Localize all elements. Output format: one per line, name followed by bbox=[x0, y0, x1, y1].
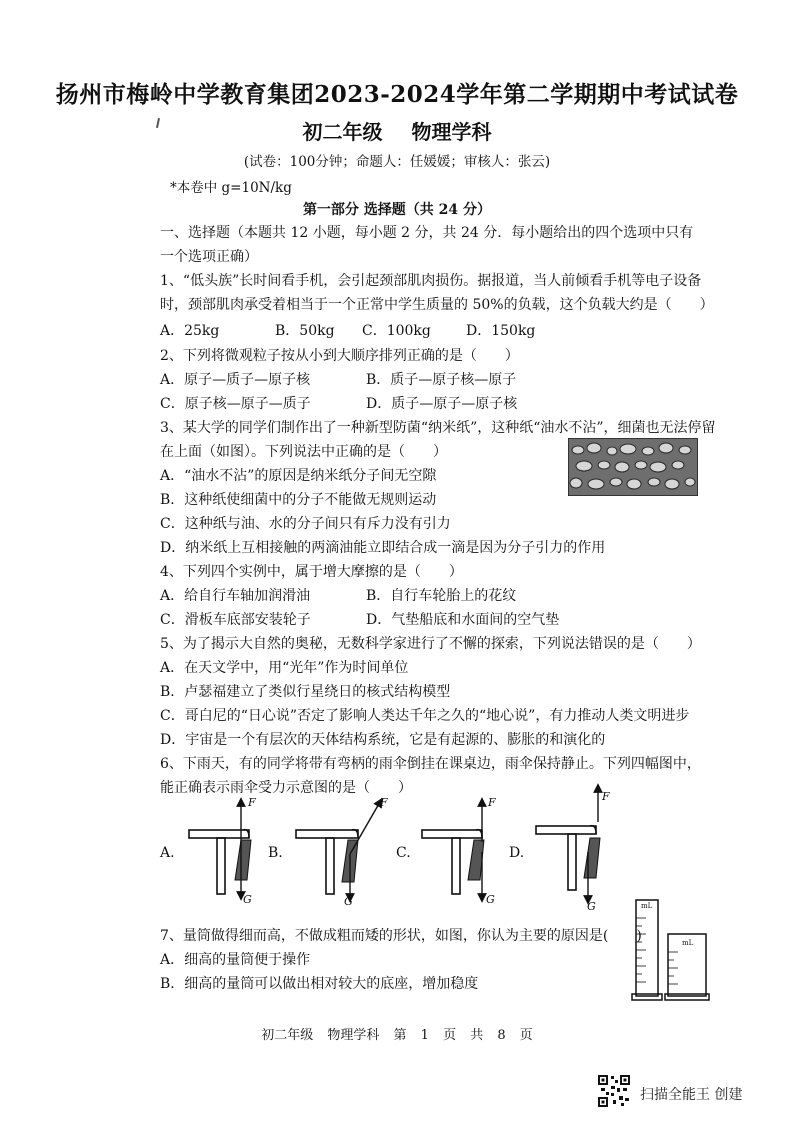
q2-option-a: A．原子—质子—原子核 bbox=[160, 372, 311, 388]
q7-stem: 7、量筒做得细而高，不做成粗而矮的形状，如图，你认为主要的原因是( ) bbox=[160, 928, 642, 944]
q1-option-c: C．100kg bbox=[362, 323, 431, 339]
short-cylinder-unit: mL bbox=[682, 939, 694, 947]
q6-figure-a-g: G bbox=[243, 893, 252, 906]
tall-cylinder-unit: mL bbox=[641, 902, 653, 910]
gravity-note: *本卷中 g=10N/kg bbox=[170, 180, 292, 196]
q6-figure-a-f: F bbox=[248, 796, 256, 809]
q6-stem-2: 能正确表示雨伞受力示意图的是（ ） bbox=[160, 780, 412, 796]
q4-option-b: B．自行车轮胎上的花纹 bbox=[366, 588, 517, 604]
q2-stem: 2、下列将微观粒子按从小到大顺序排列正确的是（ ） bbox=[160, 348, 519, 364]
q6-figure-d-label: D. bbox=[509, 845, 525, 861]
q6-figure-b-g: G bbox=[344, 895, 353, 908]
q3-stem-2: 在上面（如图）。下列说法中正确的是（ ） bbox=[160, 444, 447, 460]
q6-figure-c-f: F bbox=[488, 796, 496, 809]
q1-option-b: B．50kg bbox=[275, 323, 335, 339]
scanner-watermark: 扫描全能王 创建 bbox=[640, 1087, 743, 1103]
qr-code-icon bbox=[597, 1074, 631, 1108]
section-intro-2: 一个选项正确） bbox=[160, 249, 258, 265]
q6-figure-a-label: A. bbox=[160, 845, 175, 861]
q5-stem: 5、为了揭示大自然的奥秘，无数科学家进行了不懈的探索，下列说法错误的是（ ） bbox=[160, 636, 701, 652]
nano-paper-photo bbox=[568, 438, 698, 496]
q3-option-d: D．纳米纸上互相接触的两滴油能立即结合成一滴是因为分子引力的作用 bbox=[160, 540, 606, 556]
q6-figure-a bbox=[185, 790, 270, 915]
q6-figure-d-f: F bbox=[602, 790, 610, 803]
q6-figure-b bbox=[292, 790, 387, 915]
q7-option-a: A．细高的量筒便于操作 bbox=[160, 952, 311, 968]
q3-stem-1: 3、某大学的同学们制作出了一种新型防菌“纳米纸”，这种纸“油水不沾”，细菌也无法停留 bbox=[160, 420, 716, 436]
q6-figure-c-g: G bbox=[486, 893, 495, 906]
q1-option-a: A．25kg bbox=[160, 323, 220, 339]
q2-option-d: D．质子—原子—原子核 bbox=[366, 396, 518, 412]
q4-stem: 4、下列四个实例中，属于增大摩擦的是（ ） bbox=[160, 564, 463, 580]
exam-title: 扬州市梅岭中学教育集团2023-2024学年第二学期期中考试试卷 bbox=[55, 81, 739, 108]
q4-option-a: A．给自行车轴加润滑油 bbox=[160, 588, 311, 604]
q4-option-d: D．气垫船底和水面间的空气垫 bbox=[366, 612, 560, 628]
q1-option-d: D．150kg bbox=[466, 323, 536, 339]
q6-figure-d-g: G bbox=[587, 900, 596, 913]
page-footer: 初二年级 物理学科 第 1 页 共 8 页 bbox=[261, 1028, 533, 1043]
exam-info: (试卷：100分钟；命题人：任媛媛；审核人：张云) bbox=[243, 154, 551, 170]
graduated-cylinders-figure bbox=[630, 896, 710, 1004]
q4-option-c: C．滑板车底部安装轮子 bbox=[160, 612, 311, 628]
q6-figure-b-f: F bbox=[380, 796, 388, 809]
q5-option-d: D．宇宙是一个有层次的天体结构系统，它是有起源的、膨胀的和演化的 bbox=[160, 732, 606, 748]
q6-stem-1: 6、下雨天，有的同学将带有弯柄的雨伞倒挂在课桌边，雨伞保持静止。下列四幅图中， bbox=[160, 756, 701, 772]
q7-option-b: B．细高的量筒可以做出相对较大的底座，增加稳度 bbox=[160, 976, 479, 992]
exam-subtitle: 初二年级 物理学科 bbox=[302, 120, 492, 144]
q1-stem-2: 时，颈部肌肉承受着相当于一个正常中学生质量的 50%的负载，这个负载大约是（ ） bbox=[160, 297, 714, 313]
q5-option-b: B．卢瑟福建立了类似行星绕日的核式结构模型 bbox=[160, 684, 451, 700]
q3-option-a: A．“油水不沾”的原因是纳米纸分子间无空隙 bbox=[160, 468, 437, 484]
q2-option-b: B．质子—原子核—原子 bbox=[366, 372, 517, 388]
q2-option-c: C．原子核—原子—质子 bbox=[160, 396, 311, 412]
q5-option-c: C．哥白尼的“日心说”否定了影响人类达千年之久的“地心说”，有力推动人类文明进步 bbox=[160, 708, 690, 724]
q6-figure-c-label: C. bbox=[396, 845, 411, 861]
q6-figure-b-label: B. bbox=[268, 845, 283, 861]
section-intro-1: 一、选择题（本题共 12 小题，每小题 2 分，共 24 分．每小题给出的四个选项中只有 bbox=[160, 225, 694, 241]
q3-option-c: C．这种纸与油、水的分子间只有斥力没有引力 bbox=[160, 516, 451, 532]
q5-option-a: A．在天文学中，用“光年”作为时间单位 bbox=[160, 660, 409, 676]
q3-option-b: B．这种纸使细菌中的分子不能做无规则运动 bbox=[160, 492, 437, 508]
q1-stem-1: 1、“低头族”长时间看手机，会引起颈部肌肉损伤。据报道，当人前倾看手机等电子设备 bbox=[160, 273, 702, 289]
section-title: 第一部分 选择题（共 24 分） bbox=[302, 202, 492, 218]
